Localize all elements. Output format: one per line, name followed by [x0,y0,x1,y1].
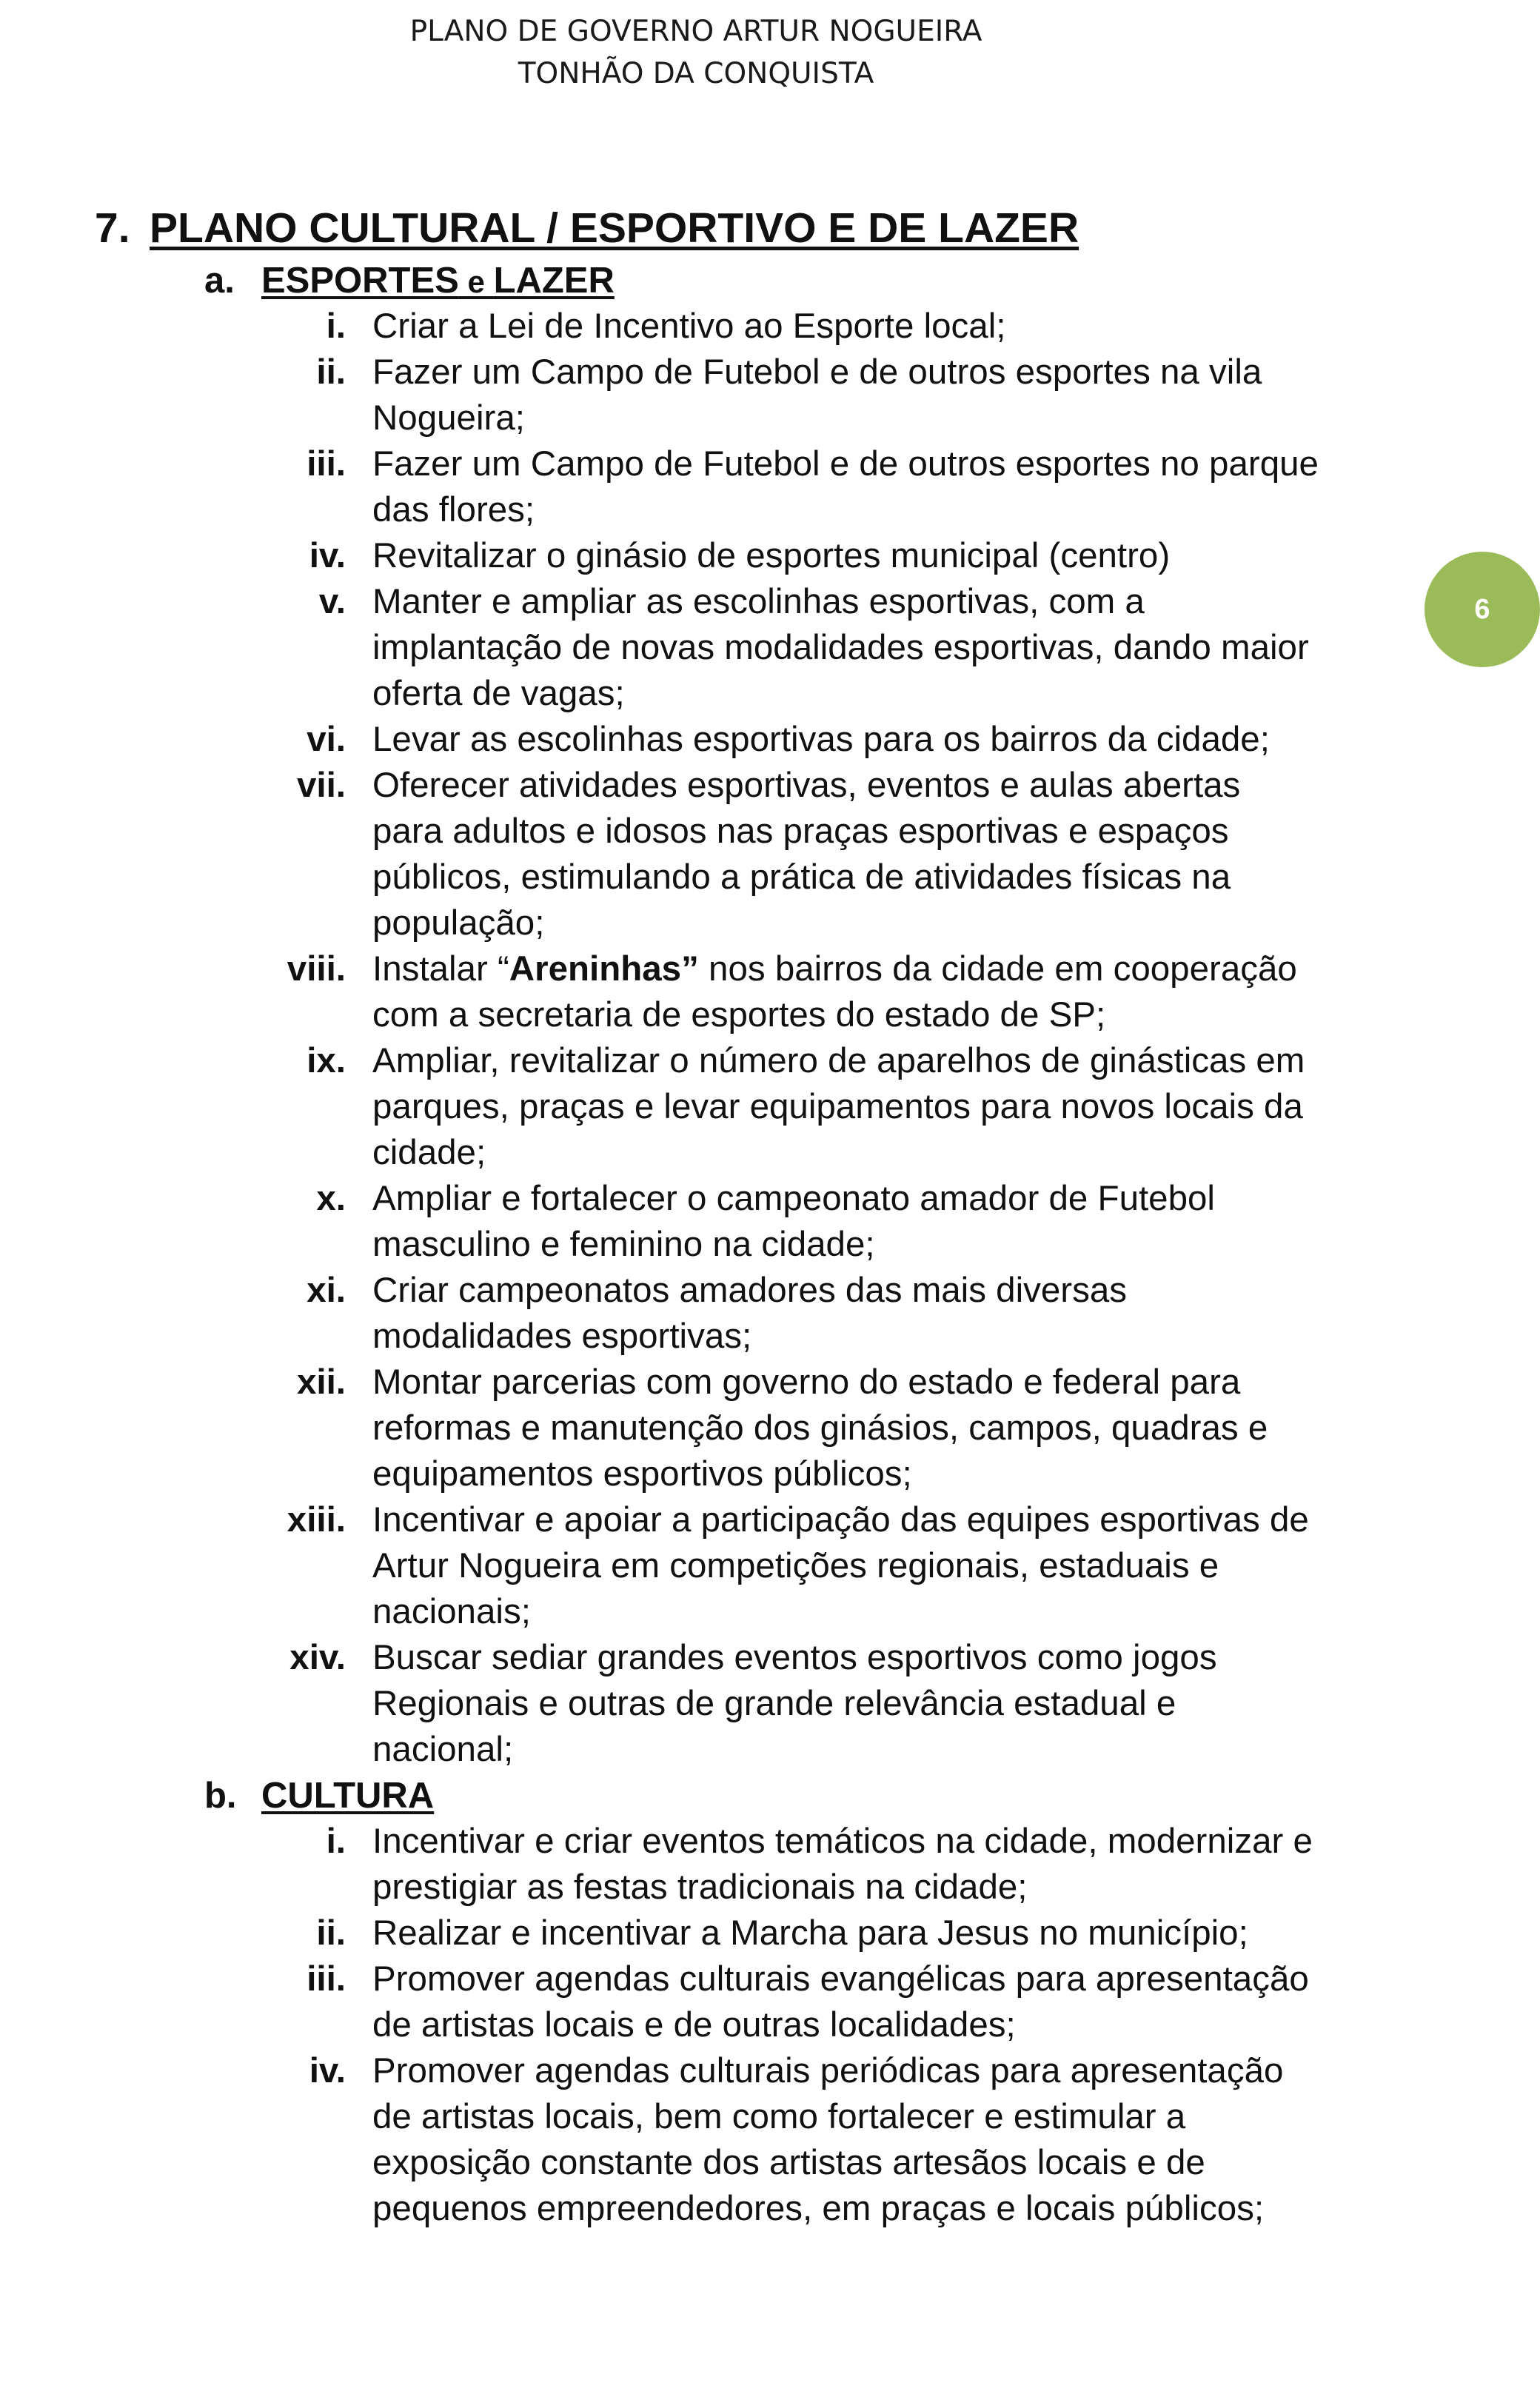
document-body [0,198,1540,2232]
item-text-end: nos bairros da cidade em cooperação com a secretaria de esportes do estado de SP; [372,949,1297,1034]
item-number: xiv. [289,1638,346,1677]
page-header [0,10,1392,95]
subsection-title: CULTURA [261,1776,435,1816]
item-number: iii. [307,444,346,484]
item-text: Oferecer atividades esportivas, eventos e aulas abertas para adultos e idosos nas praças esportivas e espaços públicos, estimulando a prática de atividades físicas na população; [372,766,1241,943]
list-item [0,2048,1540,2232]
list-item [0,1176,1540,1268]
item-text: Realizar e incentivar a Marcha para Jesus no município; [372,1913,1248,1953]
list-item [0,717,1540,763]
item-text [372,946,1350,1038]
item-text-bold: Areninhas” [509,949,699,989]
subsection-title-end: LAZER [493,261,615,301]
item-number: iv. [309,536,346,575]
list-item [0,304,1540,350]
item-number: ii. [316,352,346,392]
item-number: xiii. [287,1500,346,1540]
item-text: Manter e ampliar as escolinhas esportivas, com a implantação de novas modalidades esportivas, dando maior oferta de vagas; [372,582,1309,713]
subsection-heading-esportes [0,258,1540,304]
item-text: Incentivar e apoiar a participação das equipes esportivas de Artur Nogueira em competições regionais, estaduais e nacionais; [372,1500,1309,1631]
list-item [0,1360,1540,1497]
item-number: i. [326,307,346,346]
item-number: ii. [316,1913,346,1953]
header-line-2: TONHÃO DA CONQUISTA [518,57,874,90]
subsection-title-connector: e [458,264,494,299]
subsection-letter: b. [204,1776,237,1816]
item-number: vi. [307,720,346,759]
item-text: Buscar sediar grandes eventos esportivos como jogos Regionais e outras de grande relevância estadual e nacional; [372,1638,1217,1769]
list-item [0,1635,1540,1773]
item-number: ix. [307,1041,346,1080]
list-item [0,1268,1540,1360]
list-item [0,1956,1540,2048]
item-text: Criar campeonatos amadores das mais diversas modalidades esportivas; [372,1271,1128,1356]
list-item [0,763,1540,946]
item-number: iii. [307,1959,346,1999]
item-text: Promover agendas culturais periódicas para apresentação de artistas locais, bem como fortalecer e estimular a exposição constante dos artistas artesãos locais e de pequenos empreendedores, em praças e locais públicos; [372,2051,1284,2228]
item-number: iv. [309,2051,346,2090]
item-text: Revitalizar o ginásio de esportes municipal (centro) [372,536,1171,575]
item-text: Criar a Lei de Incentivo ao Esporte local; [372,307,1006,346]
item-text: Promover agendas culturais evangélicas para apresentação de artistas locais e de outras localidades; [372,1959,1309,2045]
item-number: xi. [307,1271,346,1310]
subsection-heading-cultura [0,1773,1540,1819]
page-number-badge: 6 [1424,552,1540,667]
list-item [0,1910,1540,1956]
list-item [0,533,1540,579]
list-item [0,946,1540,1038]
list-item [0,1819,1540,1910]
subsection-title-main: ESPORTES [261,261,459,301]
list-item [0,1497,1540,1635]
item-number: xii. [296,1363,346,1402]
item-text: Ampliar, revitalizar o número de aparelhos de ginásticas em parques, praças e levar equipamentos para novos locais da cidade; [372,1041,1305,1172]
item-text: Fazer um Campo de Futebol e de outros esportes na vila Nogueira; [372,352,1262,438]
subsection-title [261,258,615,305]
list-item [0,350,1540,441]
item-number: v. [318,582,346,621]
item-text: Montar parcerias com governo do estado e federal para reformas e manutenção dos ginásios, campos, quadras e equipamentos esportivos públicos; [372,1363,1268,1494]
item-text: Fazer um Campo de Futebol e de outros esportes no parque das flores; [372,444,1319,529]
section-number: 7. [95,204,130,252]
list-item [0,441,1540,533]
subsection-letter: a. [204,261,235,301]
item-number: i. [326,1822,346,1861]
item-text: Incentivar e criar eventos temáticos na cidade, modernizar e prestigiar as festas tradicionais na cidade; [372,1822,1313,1907]
header-line-1: PLANO DE GOVERNO ARTUR NOGUEIRA [409,15,982,48]
item-number: x. [316,1179,346,1218]
list-item [0,1038,1540,1176]
section-title: PLANO CULTURAL / ESPORTIVO E DE LAZER [150,204,1079,252]
item-number: vii. [296,766,346,805]
item-text-start: Instalar “ [372,949,509,989]
item-text: Levar as escolinhas esportivas para os bairros da cidade; [372,720,1270,759]
section-heading [0,198,1540,258]
list-item [0,579,1540,717]
item-text: Ampliar e fortalecer o campeonato amador de Futebol masculino e feminino na cidade; [372,1179,1215,1264]
item-number: viii. [287,949,346,989]
